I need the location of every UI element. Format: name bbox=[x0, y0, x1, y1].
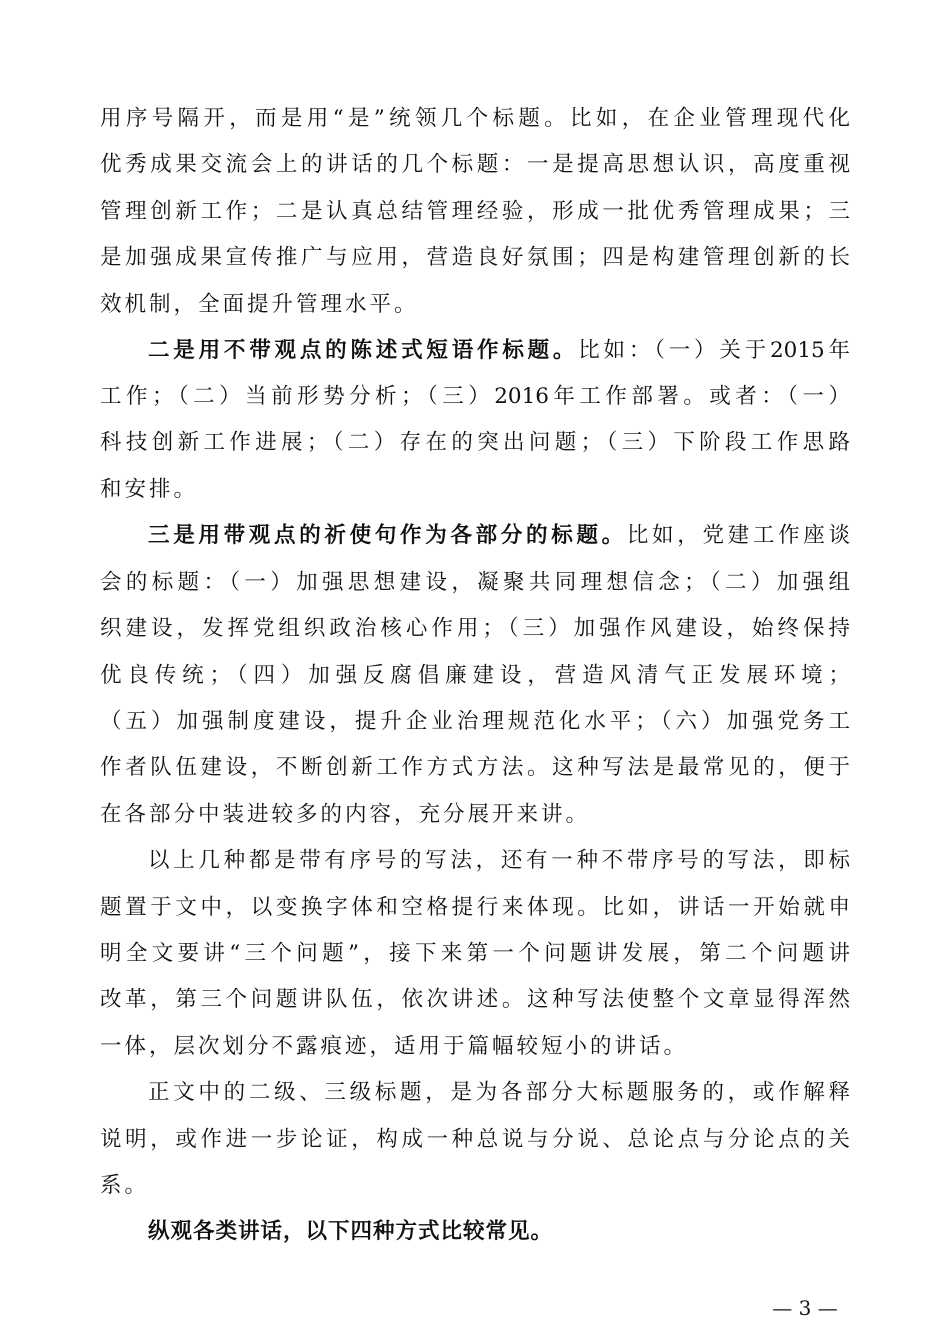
text-line bbox=[100, 792, 850, 838]
text-run: 改革，第三个问题讲队伍，依次讲述。这种写法使整个文章显得浑然 bbox=[100, 987, 850, 1012]
text-run: 说明，或作进一步论证，构成一种总说与分说、总论点与分论点的关 bbox=[100, 1127, 850, 1152]
paragraph-heading: 二是用不带观点的陈述式短语作标题。 bbox=[148, 338, 579, 363]
text-run: 正文中的二级、三级标题，是为各部分大标题服务的，或作解释 bbox=[148, 1080, 850, 1105]
text-line bbox=[148, 513, 850, 559]
text-line bbox=[100, 282, 850, 328]
text-run: 优秀成果交流会上的讲话的几个标题：一是提高思想认识，高度重视 bbox=[100, 152, 850, 177]
text-line bbox=[100, 931, 850, 977]
text-run: 比如，党建工作座谈 bbox=[626, 523, 850, 548]
text-line bbox=[100, 420, 850, 466]
text-run: 是加强成果宣传推广与应用，营造良好氛围；四是构建管理创新的长 bbox=[100, 245, 850, 270]
text-run: 在各部分中装进较多的内容，充分展开来讲。 bbox=[100, 802, 591, 827]
text-line bbox=[100, 142, 850, 188]
text-line bbox=[100, 467, 850, 513]
text-line bbox=[100, 1163, 850, 1209]
page-number: — 3 — bbox=[772, 1296, 838, 1320]
text-run: 明全文要讲“三个问题”，接下来第一个问题讲发展，第二个问题讲 bbox=[100, 941, 850, 966]
text-line bbox=[100, 374, 850, 420]
text-line bbox=[100, 189, 850, 235]
text-run: 科技创新工作进展；（二）存在的突出问题；（三）下阶段工作思路 bbox=[100, 430, 850, 455]
text-run: 比如：（一）关于2015年 bbox=[578, 338, 850, 363]
text-line bbox=[100, 1024, 850, 1070]
text-run: 工作；（二）当前形势分析；（三）2016年工作部署。或者：（一） bbox=[100, 384, 850, 409]
text-run: 用序号隔开，而是用“是”统领几个标题。比如，在企业管理现代化 bbox=[100, 106, 850, 131]
text-line bbox=[100, 653, 850, 699]
text-line bbox=[148, 328, 850, 374]
text-line bbox=[100, 745, 850, 791]
text-line bbox=[100, 96, 850, 142]
text-line bbox=[100, 977, 850, 1023]
text-line bbox=[148, 838, 850, 884]
text-run: 效机制，全面提升管理水平。 bbox=[100, 292, 419, 317]
text-run: 优良传统；（四）加强反腐倡廉建设，营造风清气正发展环境； bbox=[100, 663, 850, 688]
text-line bbox=[148, 1070, 850, 1116]
text-run: 织建设，发挥党组织政治核心作用；（三）加强作风建设，始终保持 bbox=[100, 616, 850, 641]
paragraph-heading: 三是用带观点的祈使句作为各部分的标题。 bbox=[148, 523, 627, 548]
paragraph-heading: 纵观各类讲话，以下四种方式比较常见。 bbox=[148, 1219, 554, 1244]
text-line bbox=[148, 1209, 850, 1255]
text-line bbox=[100, 606, 850, 652]
text-line bbox=[100, 235, 850, 281]
text-line bbox=[100, 560, 850, 606]
text-run: 以上几种都是带有序号的写法，还有一种不带序号的写法，即标 bbox=[148, 848, 850, 873]
text-line bbox=[100, 885, 850, 931]
text-run: 题置于文中，以变换字体和空格提行来体现。比如，讲话一开始就申 bbox=[100, 895, 850, 920]
text-run: 会的标题：（一）加强思想建设，凝聚共同理想信念；（二）加强组 bbox=[100, 570, 850, 595]
text-run: （五）加强制度建设，提升企业治理规范化水平；（六）加强党务工 bbox=[100, 709, 850, 734]
text-run: 系。 bbox=[100, 1173, 150, 1198]
text-run: 一体，层次划分不露痕迹，适用于篇幅较短小的讲话。 bbox=[100, 1034, 689, 1059]
text-run: 作者队伍建设，不断创新工作方式方法。这种写法是最常见的，便于 bbox=[100, 755, 850, 780]
text-line bbox=[100, 1117, 850, 1163]
text-line bbox=[100, 699, 850, 745]
text-run: 管理创新工作；二是认真总结管理经验，形成一批优秀管理成果；三 bbox=[100, 199, 850, 224]
text-run: 和安排。 bbox=[100, 477, 199, 502]
